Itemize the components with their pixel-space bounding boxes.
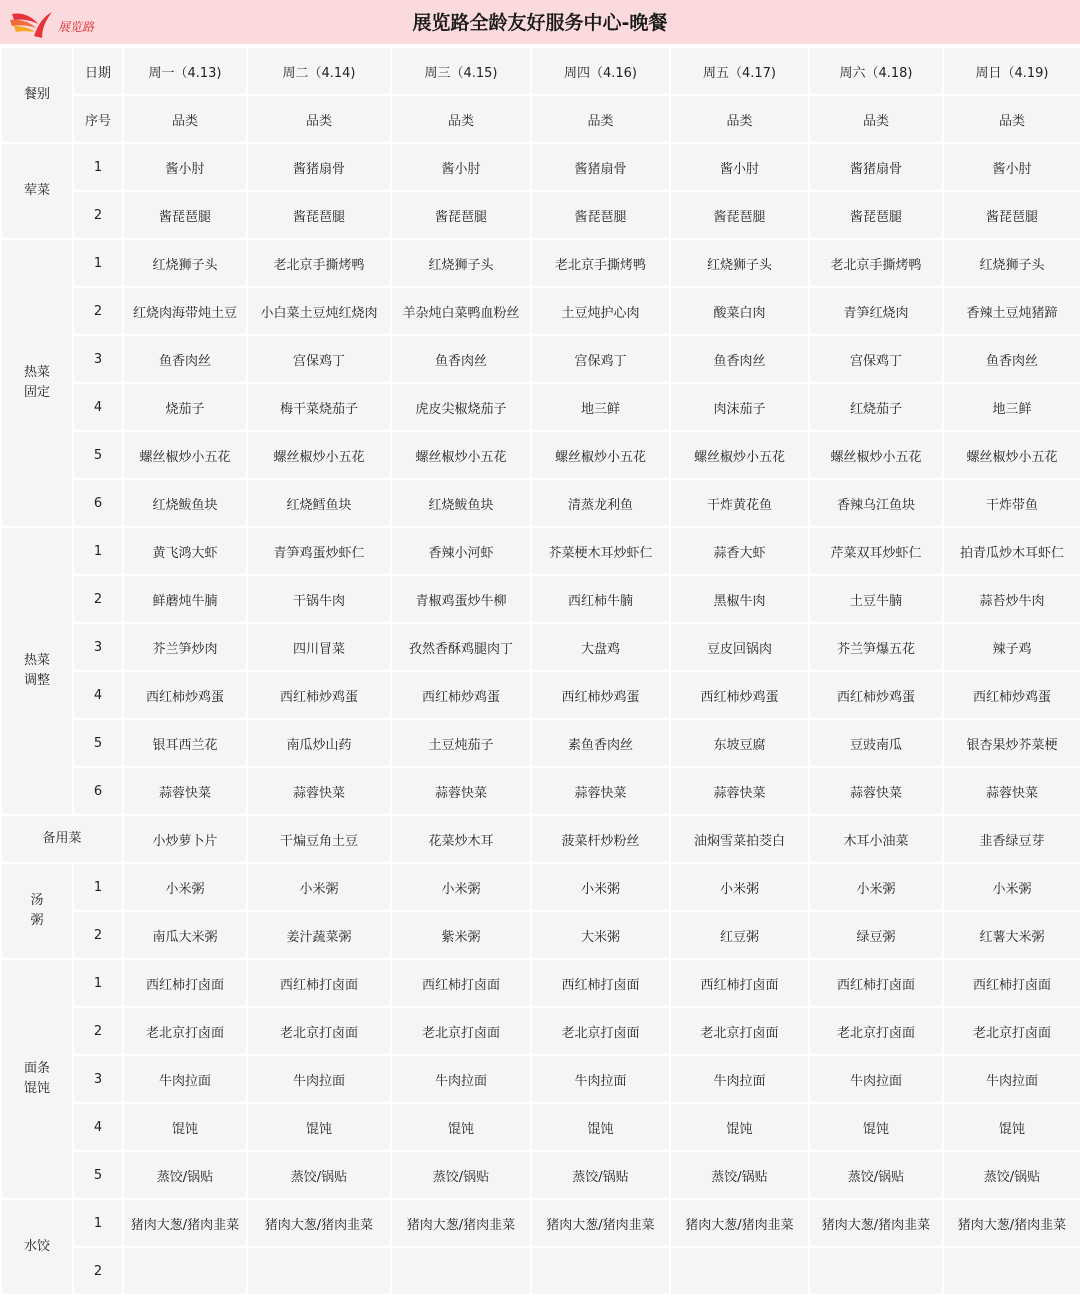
dish-cell: 南瓜大米粥 xyxy=(123,911,247,959)
dish-cell: 红烧鲅鱼块 xyxy=(391,479,531,527)
logo-text: 展览路 xyxy=(58,20,95,34)
dish-cell: 大米粥 xyxy=(531,911,670,959)
seq-cell: 1 xyxy=(73,143,123,191)
dish-cell: 蒸饺/锅贴 xyxy=(943,1151,1080,1199)
dish-cell: 酱琵琶腿 xyxy=(531,191,670,239)
seq-cell: 4 xyxy=(73,383,123,431)
seq-cell: 3 xyxy=(73,623,123,671)
day-header: 周六（4.18) xyxy=(809,47,943,95)
dish-cell: 螺丝椒炒小五花 xyxy=(943,431,1080,479)
dish-cell: 西红柿炒鸡蛋 xyxy=(670,671,809,719)
page-header xyxy=(0,0,1080,46)
dish-cell: 小米粥 xyxy=(809,863,943,911)
dish-cell: 宫保鸡丁 xyxy=(247,335,391,383)
dish-cell: 蒜苔炒牛肉 xyxy=(943,575,1080,623)
menu-row xyxy=(1,431,1080,479)
dish-cell: 青笋鸡蛋炒虾仁 xyxy=(247,527,391,575)
menu-row xyxy=(1,287,1080,335)
category-label: 热菜 xyxy=(23,365,50,380)
menu-row xyxy=(1,719,1080,767)
dish-cell: 西红柿炒鸡蛋 xyxy=(391,671,531,719)
dish-cell: 酱小肘 xyxy=(123,143,247,191)
dish-cell: 鲜蘑炖牛腩 xyxy=(123,575,247,623)
dish-cell: 鱼香肉丝 xyxy=(943,335,1080,383)
dish-cell xyxy=(670,1247,809,1295)
seq-cell: 3 xyxy=(73,1055,123,1103)
category-label: 热菜 xyxy=(23,653,50,668)
dish-cell: 菠菜杆炒粉丝 xyxy=(531,815,670,863)
dish-cell: 西红柿打卤面 xyxy=(531,959,670,1007)
category-cell xyxy=(1,959,73,1199)
menu-table xyxy=(0,46,1080,1296)
category-label: 水饺 xyxy=(23,1239,50,1254)
dish-cell: 牛肉拉面 xyxy=(247,1055,391,1103)
seq-cell: 1 xyxy=(73,1199,123,1247)
header-row-types xyxy=(1,95,1080,143)
dish-cell: 东坡豆腐 xyxy=(670,719,809,767)
dish-cell: 香辣小河虾 xyxy=(391,527,531,575)
dish-cell: 老北京打卤面 xyxy=(247,1007,391,1055)
seq-cell: 2 xyxy=(73,911,123,959)
dish-cell: 蒜蓉快菜 xyxy=(943,767,1080,815)
dish-cell: 西红柿炒鸡蛋 xyxy=(247,671,391,719)
dish-cell: 蒜香大虾 xyxy=(670,527,809,575)
category-label: 面条 xyxy=(23,1061,50,1076)
dish-cell: 西红柿打卤面 xyxy=(247,959,391,1007)
category-label: 荤菜 xyxy=(23,183,50,198)
seq-cell: 1 xyxy=(73,863,123,911)
dish-cell: 酱猪扇骨 xyxy=(809,143,943,191)
seq-header: 序号 xyxy=(73,95,123,143)
item-type-header: 品类 xyxy=(809,95,943,143)
dish-cell: 红烧肉海带炖土豆 xyxy=(123,287,247,335)
dish-cell: 香辣乌江鱼块 xyxy=(809,479,943,527)
dish-cell: 蒜蓉快菜 xyxy=(247,767,391,815)
dish-cell: 老北京打卤面 xyxy=(809,1007,943,1055)
dish-cell: 猪肉大葱/猪肉韭菜 xyxy=(531,1199,670,1247)
dish-cell: 老北京手撕烤鸭 xyxy=(809,239,943,287)
menu-row xyxy=(1,767,1080,815)
dish-cell: 小米粥 xyxy=(123,863,247,911)
item-type-header: 品类 xyxy=(943,95,1080,143)
dish-cell: 螺丝椒炒小五花 xyxy=(670,431,809,479)
dish-cell: 酱琵琶腿 xyxy=(809,191,943,239)
dish-cell: 猪肉大葱/猪肉韭菜 xyxy=(670,1199,809,1247)
dish-cell xyxy=(943,1247,1080,1295)
menu-row xyxy=(1,1151,1080,1199)
dish-cell: 鱼香肉丝 xyxy=(123,335,247,383)
day-header: 周一（4.13) xyxy=(123,47,247,95)
seq-cell: 1 xyxy=(73,959,123,1007)
category-label: 固定 xyxy=(23,385,50,400)
dish-cell: 老北京打卤面 xyxy=(391,1007,531,1055)
menu-row xyxy=(1,1103,1080,1151)
dish-cell: 红烧狮子头 xyxy=(391,239,531,287)
dish-cell: 牛肉拉面 xyxy=(391,1055,531,1103)
dish-cell: 黄飞鸿大虾 xyxy=(123,527,247,575)
seq-cell: 2 xyxy=(73,575,123,623)
dish-cell: 牛肉拉面 xyxy=(670,1055,809,1103)
dish-cell: 银耳西兰花 xyxy=(123,719,247,767)
category-cell xyxy=(1,143,73,239)
dish-cell: 螺丝椒炒小五花 xyxy=(123,431,247,479)
dish-cell: 红烧鳕鱼块 xyxy=(247,479,391,527)
dish-cell: 红薯大米粥 xyxy=(943,911,1080,959)
dish-cell: 西红柿炒鸡蛋 xyxy=(943,671,1080,719)
dish-cell: 酱琵琶腿 xyxy=(670,191,809,239)
dish-cell: 蒸饺/锅贴 xyxy=(247,1151,391,1199)
dish-cell: 牛肉拉面 xyxy=(531,1055,670,1103)
dish-cell xyxy=(531,1247,670,1295)
category-cell xyxy=(1,815,123,863)
dish-cell: 红烧狮子头 xyxy=(943,239,1080,287)
menu-row xyxy=(1,815,1080,863)
dish-cell: 蒸饺/锅贴 xyxy=(670,1151,809,1199)
dish-cell: 红烧茄子 xyxy=(809,383,943,431)
dish-cell: 老北京打卤面 xyxy=(943,1007,1080,1055)
dish-cell: 蒸饺/锅贴 xyxy=(391,1151,531,1199)
dish-cell: 小米粥 xyxy=(391,863,531,911)
day-header: 周三（4.15) xyxy=(391,47,531,95)
dish-cell: 老北京手撕烤鸭 xyxy=(247,239,391,287)
dish-cell: 大盘鸡 xyxy=(531,623,670,671)
dish-cell: 红豆粥 xyxy=(670,911,809,959)
dish-cell: 干煸豆角土豆 xyxy=(247,815,391,863)
dish-cell: 拍青瓜炒木耳虾仁 xyxy=(943,527,1080,575)
dish-cell: 酱猪扇骨 xyxy=(531,143,670,191)
dish-cell: 银杏果炒芥菜梗 xyxy=(943,719,1080,767)
menu-row xyxy=(1,1055,1080,1103)
menu-row xyxy=(1,143,1080,191)
menu-row xyxy=(1,911,1080,959)
dish-cell: 烧茄子 xyxy=(123,383,247,431)
dish-cell: 香辣土豆炖猪蹄 xyxy=(943,287,1080,335)
seq-cell: 2 xyxy=(73,287,123,335)
dish-cell: 土豆炖护心肉 xyxy=(531,287,670,335)
seq-cell: 6 xyxy=(73,767,123,815)
category-label: 粥 xyxy=(30,913,44,928)
dish-cell: 西红柿牛腩 xyxy=(531,575,670,623)
menu-row xyxy=(1,1007,1080,1055)
seq-cell: 5 xyxy=(73,719,123,767)
item-type-header: 品类 xyxy=(391,95,531,143)
menu-row xyxy=(1,191,1080,239)
dish-cell: 猪肉大葱/猪肉韭菜 xyxy=(247,1199,391,1247)
dish-cell: 螺丝椒炒小五花 xyxy=(391,431,531,479)
seq-cell: 5 xyxy=(73,1151,123,1199)
dish-cell: 酱小肘 xyxy=(391,143,531,191)
dish-cell: 西红柿炒鸡蛋 xyxy=(809,671,943,719)
dish-cell: 清蒸龙利鱼 xyxy=(531,479,670,527)
menu-row xyxy=(1,863,1080,911)
dish-cell: 芥菜梗木耳炒虾仁 xyxy=(531,527,670,575)
dish-cell: 螺丝椒炒小五花 xyxy=(809,431,943,479)
dish-cell: 酱琵琶腿 xyxy=(943,191,1080,239)
dish-cell: 猪肉大葱/猪肉韭菜 xyxy=(943,1199,1080,1247)
dish-cell: 牛肉拉面 xyxy=(809,1055,943,1103)
dish-cell: 蒜蓉快菜 xyxy=(670,767,809,815)
dish-cell: 小米粥 xyxy=(247,863,391,911)
dish-cell: 芥兰笋爆五花 xyxy=(809,623,943,671)
dish-cell: 干锅牛肉 xyxy=(247,575,391,623)
dish-cell: 西红柿打卤面 xyxy=(391,959,531,1007)
category-cell xyxy=(1,863,73,959)
menu-row xyxy=(1,959,1080,1007)
dish-cell: 蒜蓉快菜 xyxy=(123,767,247,815)
dish-cell: 老北京打卤面 xyxy=(531,1007,670,1055)
dish-cell: 蒸饺/锅贴 xyxy=(809,1151,943,1199)
menu-row xyxy=(1,335,1080,383)
seq-cell: 1 xyxy=(73,239,123,287)
day-header: 周四（4.16) xyxy=(531,47,670,95)
dish-cell: 南瓜炒山药 xyxy=(247,719,391,767)
dish-cell: 牛肉拉面 xyxy=(943,1055,1080,1103)
dish-cell xyxy=(809,1247,943,1295)
dish-cell: 馄饨 xyxy=(809,1103,943,1151)
seq-cell: 4 xyxy=(73,671,123,719)
dish-cell: 蒸饺/锅贴 xyxy=(123,1151,247,1199)
dish-cell: 鱼香肉丝 xyxy=(670,335,809,383)
dish-cell: 姜汁蔬菜粥 xyxy=(247,911,391,959)
category-cell xyxy=(1,1199,73,1295)
dish-cell: 地三鲜 xyxy=(531,383,670,431)
dish-cell: 豆皮回锅肉 xyxy=(670,623,809,671)
day-header: 周日（4.19) xyxy=(943,47,1080,95)
category-label: 汤 xyxy=(30,893,44,908)
dish-cell: 油焖雪菜拍茭白 xyxy=(670,815,809,863)
item-type-header: 品类 xyxy=(670,95,809,143)
dish-cell: 宫保鸡丁 xyxy=(531,335,670,383)
dish-cell: 酱琵琶腿 xyxy=(391,191,531,239)
dish-cell: 蒜蓉快菜 xyxy=(531,767,670,815)
dish-cell: 蒜蓉快菜 xyxy=(809,767,943,815)
category-label: 备用菜 xyxy=(42,831,82,846)
dish-cell: 馄饨 xyxy=(391,1103,531,1151)
dish-cell: 红烧鲅鱼块 xyxy=(123,479,247,527)
seq-cell: 2 xyxy=(73,1007,123,1055)
header-row-dates xyxy=(1,47,1080,95)
dish-cell: 肉沫茄子 xyxy=(670,383,809,431)
dish-cell: 酱琵琶腿 xyxy=(247,191,391,239)
dish-cell: 紫米粥 xyxy=(391,911,531,959)
dish-cell: 牛肉拉面 xyxy=(123,1055,247,1103)
page-title: 展览路全龄友好服务中心-晚餐 xyxy=(412,12,668,34)
dish-cell: 青笋红烧肉 xyxy=(809,287,943,335)
dish-cell: 羊杂炖白菜鸭血粉丝 xyxy=(391,287,531,335)
dish-cell: 梅干菜烧茄子 xyxy=(247,383,391,431)
dish-cell: 绿豆粥 xyxy=(809,911,943,959)
dish-cell xyxy=(123,1247,247,1295)
dish-cell: 小白菜土豆炖红烧肉 xyxy=(247,287,391,335)
menu-row xyxy=(1,527,1080,575)
dish-cell: 韭香绿豆芽 xyxy=(943,815,1080,863)
category-label: 馄饨 xyxy=(23,1081,50,1096)
dish-cell: 老北京打卤面 xyxy=(123,1007,247,1055)
dish-cell: 红烧狮子头 xyxy=(123,239,247,287)
dish-cell: 西红柿打卤面 xyxy=(943,959,1080,1007)
dish-cell: 芹菜双耳炒虾仁 xyxy=(809,527,943,575)
dish-cell: 小米粥 xyxy=(531,863,670,911)
category-label: 调整 xyxy=(23,673,50,688)
dish-cell: 西红柿打卤面 xyxy=(670,959,809,1007)
dish-cell: 宫保鸡丁 xyxy=(809,335,943,383)
item-type-header: 品类 xyxy=(531,95,670,143)
dish-cell: 西红柿打卤面 xyxy=(809,959,943,1007)
menu-row xyxy=(1,239,1080,287)
day-header: 周五（4.17) xyxy=(670,47,809,95)
dish-cell: 素鱼香肉丝 xyxy=(531,719,670,767)
dish-cell xyxy=(391,1247,531,1295)
dish-cell: 酱小肘 xyxy=(670,143,809,191)
dish-cell: 豆豉南瓜 xyxy=(809,719,943,767)
dish-cell: 馄饨 xyxy=(123,1103,247,1151)
dish-cell: 虎皮尖椒烧茄子 xyxy=(391,383,531,431)
seq-cell: 3 xyxy=(73,335,123,383)
category-cell xyxy=(1,239,73,527)
dish-cell: 辣子鸡 xyxy=(943,623,1080,671)
item-type-header: 品类 xyxy=(123,95,247,143)
dish-cell: 地三鲜 xyxy=(943,383,1080,431)
dish-cell: 黑椒牛肉 xyxy=(670,575,809,623)
dish-cell: 四川冒菜 xyxy=(247,623,391,671)
dish-cell: 老北京手撕烤鸭 xyxy=(531,239,670,287)
seq-cell: 2 xyxy=(73,191,123,239)
category-cell xyxy=(1,527,73,815)
dish-cell: 芥兰笋炒肉 xyxy=(123,623,247,671)
dish-cell: 馄饨 xyxy=(670,1103,809,1151)
seq-cell: 4 xyxy=(73,1103,123,1151)
dish-cell: 青椒鸡蛋炒牛柳 xyxy=(391,575,531,623)
dish-cell: 螺丝椒炒小五花 xyxy=(247,431,391,479)
dish-cell: 孜然香酥鸡腿肉丁 xyxy=(391,623,531,671)
menu-row xyxy=(1,383,1080,431)
dish-cell: 花菜炒木耳 xyxy=(391,815,531,863)
dish-cell: 西红柿打卤面 xyxy=(123,959,247,1007)
dish-cell: 酱小肘 xyxy=(943,143,1080,191)
dish-cell: 老北京打卤面 xyxy=(670,1007,809,1055)
dish-cell: 酸菜白肉 xyxy=(670,287,809,335)
dish-cell: 酱琵琶腿 xyxy=(123,191,247,239)
dish-cell: 小炒萝卜片 xyxy=(123,815,247,863)
seq-cell: 2 xyxy=(73,1247,123,1295)
dish-cell: 土豆炖茄子 xyxy=(391,719,531,767)
dish-cell: 馄饨 xyxy=(247,1103,391,1151)
dish-cell: 土豆牛腩 xyxy=(809,575,943,623)
category-header: 餐别 xyxy=(1,47,73,143)
menu-row xyxy=(1,671,1080,719)
seq-cell: 6 xyxy=(73,479,123,527)
seq-cell: 5 xyxy=(73,431,123,479)
menu-row xyxy=(1,623,1080,671)
dish-cell: 小米粥 xyxy=(943,863,1080,911)
menu-row xyxy=(1,575,1080,623)
dish-cell: 木耳小油菜 xyxy=(809,815,943,863)
dish-cell: 红烧狮子头 xyxy=(670,239,809,287)
dish-cell: 猪肉大葱/猪肉韭菜 xyxy=(123,1199,247,1247)
dish-cell xyxy=(247,1247,391,1295)
dish-cell: 蒜蓉快菜 xyxy=(391,767,531,815)
dish-cell: 猪肉大葱/猪肉韭菜 xyxy=(391,1199,531,1247)
dish-cell: 蒸饺/锅贴 xyxy=(531,1151,670,1199)
dish-cell: 馄饨 xyxy=(531,1103,670,1151)
seq-cell: 1 xyxy=(73,527,123,575)
dish-cell: 馄饨 xyxy=(943,1103,1080,1151)
dish-cell: 鱼香肉丝 xyxy=(391,335,531,383)
dish-cell: 螺丝椒炒小五花 xyxy=(531,431,670,479)
menu-row xyxy=(1,479,1080,527)
dish-cell: 西红柿炒鸡蛋 xyxy=(123,671,247,719)
menu-row xyxy=(1,1247,1080,1295)
day-header: 周二（4.14) xyxy=(247,47,391,95)
dish-cell: 干炸带鱼 xyxy=(943,479,1080,527)
dish-cell: 西红柿炒鸡蛋 xyxy=(531,671,670,719)
item-type-header: 品类 xyxy=(247,95,391,143)
menu-row xyxy=(1,1199,1080,1247)
dish-cell: 干炸黄花鱼 xyxy=(670,479,809,527)
dish-cell: 酱猪扇骨 xyxy=(247,143,391,191)
dish-cell: 小米粥 xyxy=(670,863,809,911)
date-header: 日期 xyxy=(73,47,123,95)
dish-cell: 猪肉大葱/猪肉韭菜 xyxy=(809,1199,943,1247)
